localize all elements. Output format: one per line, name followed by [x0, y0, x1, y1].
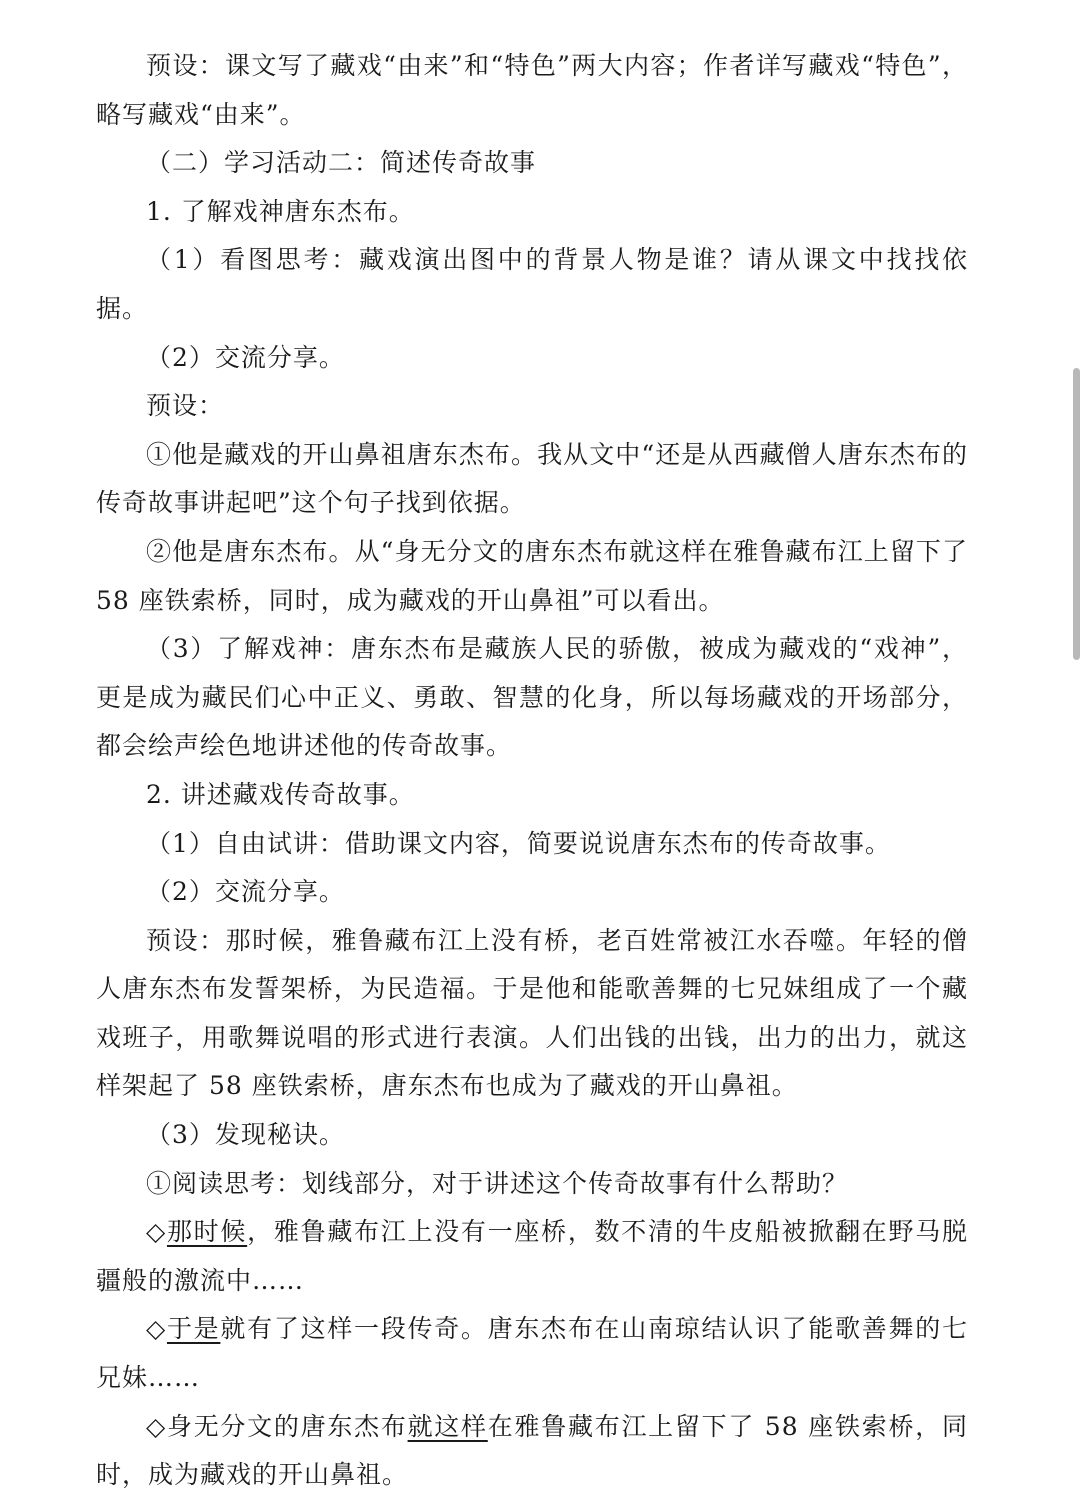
- item-discover-secret: （3）发现秘诀。: [146, 1120, 345, 1150]
- quote-line-one: [96, 1208, 968, 1305]
- item-share: （2）交流分享。: [146, 342, 345, 372]
- item-understand-opera-god: 1. 了解戏神唐东杰布。: [146, 196, 415, 226]
- preset-story: 预设：那时候，雅鲁藏布江上没有桥，老百姓常被江水吞噬。年轻的僧人唐东杰布发誓架桥，为民造福。于是他和能歌善舞的七兄妹组成了一个藏戏班子，用歌舞说唱的形式进行表演。人们出钱的出钱，出力的出力，就这样架起了 58 座铁索桥，唐东杰布也成为了藏戏的开山鼻祖。: [96, 925, 968, 1101]
- item-understand-opera-god-detail: （3）了解戏神：唐东杰布是藏族人民的骄傲，被成为藏戏的“戏神”，更是成为藏民们心中正义、勇敢、智慧的化身，所以每场藏戏的开场部分，都会绘声绘色地讲述他的传奇故事。: [96, 634, 968, 761]
- answer-one: ①他是藏戏的开山鼻祖唐东杰布。我从文中“还是从西藏僧人唐东杰布的传奇故事讲起吧”这个句子找到依据。: [96, 439, 968, 518]
- vertical-scrollbar[interactable]: [1073, 368, 1080, 660]
- paragraph-preset-intro: 预设：课文写了藏戏“由来”和“特色”两大内容；作者详写藏戏“特色”，略写藏戏“由来”。: [96, 51, 968, 129]
- quote-text: ，雅鲁藏布江上没有一座桥，数不清的牛皮船被掀翻在野马脱疆般的激流中……: [96, 1217, 968, 1295]
- quote-text-before: 身无分文的唐东杰布: [166, 1411, 408, 1441]
- quote-text: 在雅鲁藏布江上留下了 58 座铁索桥，同时，成为藏戏的开山鼻祖。: [96, 1411, 968, 1490]
- diamond-bullet-icon: ◇: [146, 1411, 167, 1441]
- quote-line-three: [96, 1403, 968, 1500]
- diamond-bullet-icon: ◇: [146, 1314, 167, 1344]
- item-share-two: （2）交流分享。: [146, 877, 345, 907]
- underlined-phrase: 那时候: [166, 1217, 248, 1247]
- reading-question: ①阅读思考：划线部分，对于讲述这个传奇故事有什么帮助？: [146, 1168, 849, 1198]
- item-tell-legend: 2. 讲述藏戏传奇故事。: [146, 779, 415, 809]
- quote-line-two: [96, 1305, 968, 1402]
- preset-label: 预设：: [146, 391, 225, 421]
- document-body: [96, 42, 968, 1500]
- underlined-phrase: 就这样: [407, 1411, 488, 1441]
- quote-text: 就有了这样一段传奇。唐东杰布在山南琼结认识了能歌善舞的七兄妹……: [96, 1314, 968, 1393]
- item-free-practice: （1）自由试讲：借助课文内容，简要说说唐东杰布的传奇故事。: [146, 828, 891, 858]
- answer-two: ②他是唐东杰布。从“身无分文的唐东杰布就这样在雅鲁藏布江上留下了 58 座铁索桥，同时，成为藏戏的开山鼻祖”可以看出。: [96, 536, 968, 615]
- item-look-and-think: （1）看图思考：藏戏演出图中的背景人物是谁？请从课文中找找依据。: [96, 245, 968, 323]
- section-heading-activity-two: （二）学习活动二：简述传奇故事: [146, 148, 537, 178]
- underlined-phrase: 于是: [166, 1314, 221, 1344]
- diamond-bullet-icon: ◇: [146, 1217, 167, 1247]
